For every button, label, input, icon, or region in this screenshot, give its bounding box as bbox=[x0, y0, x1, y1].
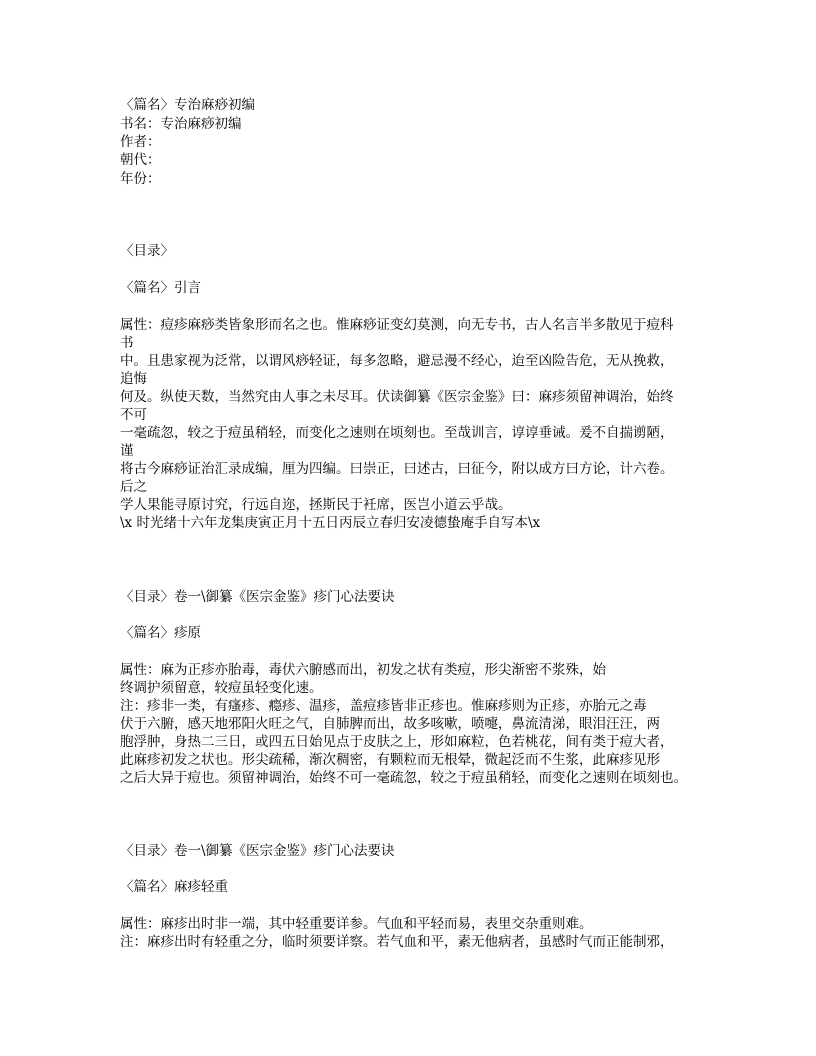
preface-colophon: \x 时光绪十六年龙集庚寅正月十五日丙辰立春归安凌德蛰庵手自写本\x bbox=[120, 515, 541, 531]
zhenyuan-line: 此麻疹初发之状也。形尖疏稀，渐次稠密，有颗粒而无根晕，微起泛而不生浆，此麻疹见形 bbox=[120, 752, 660, 768]
preface-line: 一毫疏忽，较之于痘虽稍轻，而变化之速则在顷刻也。至哉训言，谆谆垂诫。爰不自揣谫陋， bbox=[120, 425, 674, 441]
zhenyuan-line: 终调护须留意，较痘虽轻变化速。 bbox=[120, 680, 323, 696]
zhenyuan-line: 伏于六腑，感天地邪阳火旺之气，自肺脾而出，故多咳嗽，喷嚏，鼻流清涕，眼泪汪汪，两 bbox=[120, 716, 660, 732]
preface-heading: 〈篇名〉引言 bbox=[120, 280, 201, 296]
zhenyuan-line: 之后大异于痘也。须留神调治，始终不可一毫疏忽，较之于痘虽稍轻，而变化之速则在顷刻也。 bbox=[120, 770, 687, 786]
zhenyuan-line: 注：疹非一类，有瘙疹、瘾疹、温疹，盖痘疹皆非正疹也。惟麻疹则为正疹，亦胎元之毒 bbox=[120, 698, 647, 714]
header-pian-ming: 〈篇名〉专治麻痧初编 bbox=[120, 97, 255, 113]
zhenyuan-line: 属性：麻为正疹亦胎毒，毒伏六腑感而出，初发之状有类痘，形尖渐密不浆殊，始 bbox=[120, 662, 606, 678]
preface-line: 书 bbox=[120, 335, 134, 351]
header-year: 年份： bbox=[120, 171, 161, 187]
preface-line: 追悔 bbox=[120, 371, 147, 387]
preface-line: 学人果能寻原讨究，行远自迩，拯斯民于衽席，医岂小道云乎哉。 bbox=[120, 497, 512, 513]
preface-line: 不可 bbox=[120, 407, 147, 423]
zhenyuan-line: 胞浮肿，身热二三日，或四五日始见点于皮肤之上，形如麻粒，色若桃花，间有类于痘大者， bbox=[120, 734, 674, 750]
qingzhong-line: 属性：麻疹出时非一端，其中轻重要详参。气血和平轻而易，表里交杂重则难。 bbox=[120, 916, 593, 932]
header-shu-ming: 书名：专治麻痧初编 bbox=[120, 116, 242, 132]
preface-line: 将古今麻痧证治汇录成编，厘为四编。曰崇正，曰述古，曰征今，附以成方曰方论，计六卷。 bbox=[120, 461, 674, 477]
zhenyuan-toc-line: 〈目录〉卷一\御纂《医宗金鉴》疹门心法要诀 bbox=[120, 589, 395, 605]
qingzhong-toc-line: 〈目录〉卷一\御纂《医宗金鉴》疹门心法要诀 bbox=[120, 843, 395, 859]
toc-label: 〈目录〉 bbox=[120, 243, 174, 259]
qingzhong-heading: 〈篇名〉麻疹轻重 bbox=[120, 879, 228, 895]
qingzhong-line: 注：麻疹出时有轻重之分，临时须要详察。若气血和平，素无他病者，虽感时气而正能制邪， bbox=[120, 934, 674, 950]
preface-line: 谨 bbox=[120, 443, 134, 459]
header-author: 作者： bbox=[120, 134, 161, 150]
preface-line: 后之 bbox=[120, 479, 147, 495]
zhenyuan-heading: 〈篇名〉疹原 bbox=[120, 625, 201, 641]
header-dynasty: 朝代： bbox=[120, 152, 161, 168]
preface-line: 属性：痘疹麻痧类皆象形而名之也。惟麻痧证变幻莫测，向无专书，古人名言半多散见于痘科 bbox=[120, 317, 674, 333]
preface-line: 中。且患家视为泛常，以谓风痧轻证，每多忽略，避忌漫不经心，迨至凶险告危，无从挽救， bbox=[120, 353, 674, 369]
preface-line: 何及。纵使天数，当然究由人事之未尽耳。伏读御纂《医宗金鉴》曰：麻疹须留神调治，始终 bbox=[120, 389, 674, 405]
